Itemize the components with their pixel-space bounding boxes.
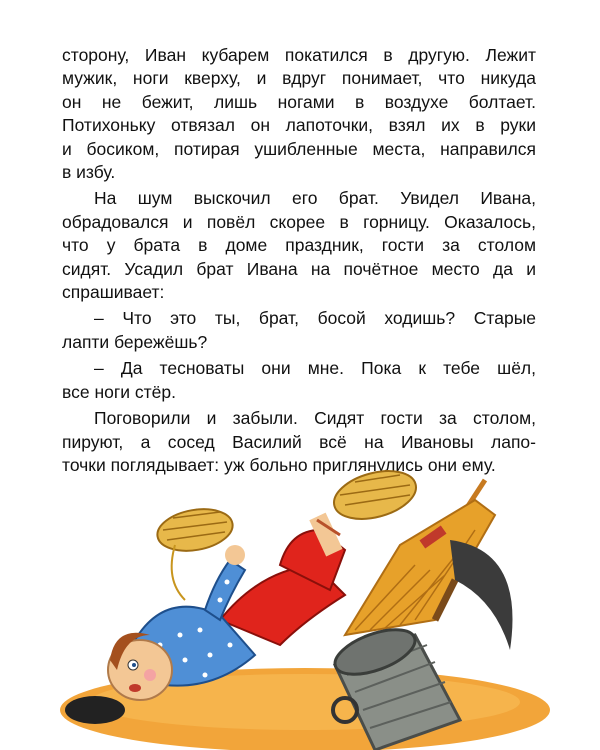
text-line: – Что это ты, брат, босой ходишь? Старые: [94, 308, 536, 329]
text-line: Поговорили и забыли. Сидят гости за столом,: [94, 408, 536, 429]
text-line: что у брата в доме праздник, гости за столом: [62, 235, 536, 256]
text-line: сторону, Иван кубарем покатился в другую. Лежит: [62, 45, 536, 65]
text-line: он не бежит, лишь ногами в воздухе болтает.: [62, 91, 536, 112]
paragraph-2: [62, 187, 536, 304]
text-line: спрашивает:: [62, 282, 165, 303]
text-line: Потихоньку отвязал он лапоточки, взял их в руки: [62, 115, 536, 136]
illustration-ivan-fallen: [55, 470, 555, 750]
text-line: лапти бережёшь?: [62, 331, 208, 352]
paragraph-3: [62, 307, 536, 354]
text-line: в избу.: [62, 162, 116, 183]
paragraph-5: [62, 407, 536, 477]
text-line: точки поглядывает: уж больно приглянулись они ему.: [62, 454, 496, 475]
paragraph-1: [62, 44, 536, 184]
text-line: мужик, ноги кверху, и вдруг понимает, что никуда: [62, 68, 536, 89]
text-line: пируют, а сосед Василий всё на Ивановы лапо-: [62, 431, 536, 452]
paragraph-4: [62, 357, 536, 404]
story-text: [62, 44, 536, 480]
text-line: На шум выскочил его брат. Увидел Ивана,: [94, 188, 536, 209]
text-line: все ноги стёр.: [62, 381, 176, 402]
text-line: обрадовался и повёл скорее в горницу. Оказалось,: [62, 211, 536, 232]
text-line: – Да тесноваты они мне. Пока к тебе шёл,: [94, 358, 536, 379]
hat: [65, 696, 125, 724]
text-line: и босиком, потирая ушибленные места, направился: [62, 138, 536, 159]
text-line: сидят. Усадил брат Ивана на почётное место да и: [62, 258, 536, 279]
